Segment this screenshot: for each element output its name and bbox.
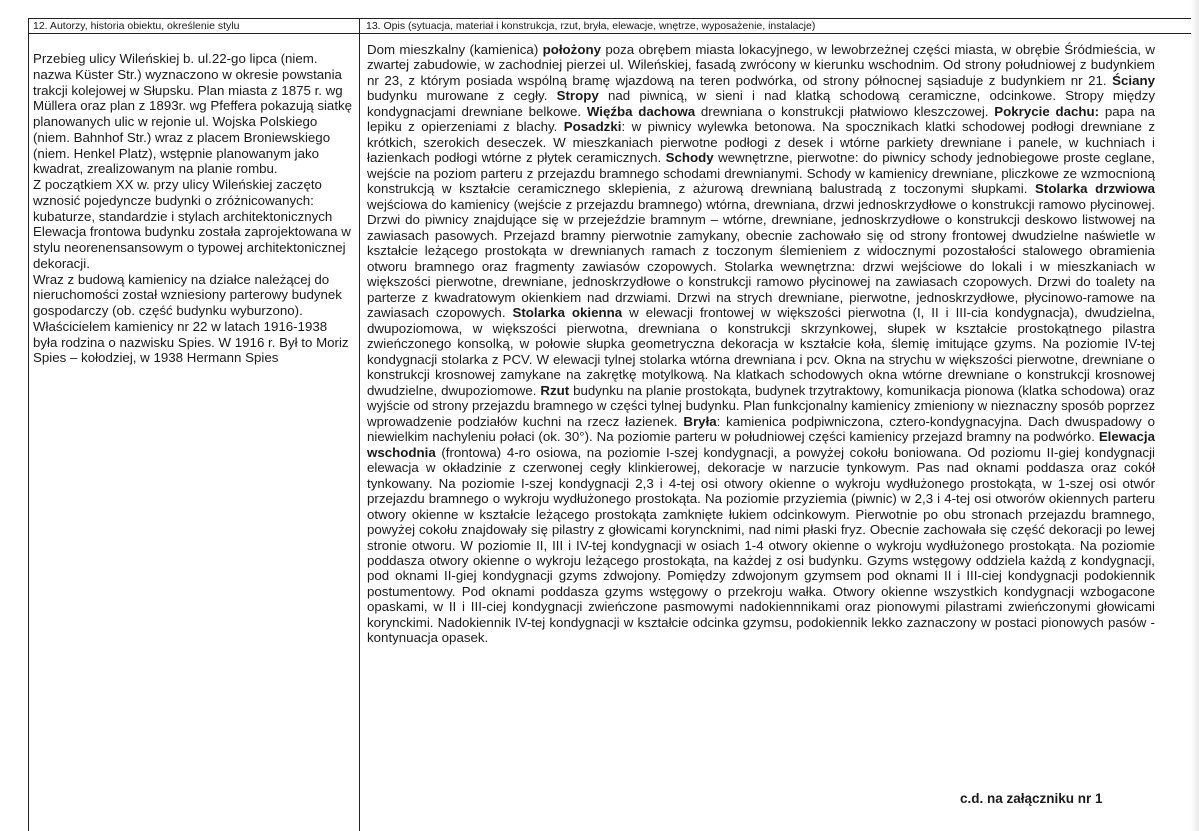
continuation-note: c.d. na załączniku nr 1: [960, 791, 1103, 806]
section-12-header: 12. Autorzy, historia obiektu, określenie stylu: [33, 20, 240, 32]
description-text: wewnętrzne, pierwotne: do piwnicy schody jednobiegowe proste ceglane, wejście na poziom parteru z przejazdu bramnego schodami drewnianymi. Schody w kamienicy drewniane, pliczkowe ze wzmocnioną konstrukcją w kształcie ceramicznego sklepienia, z ażurową drewnianą balustradą z toczonymi słupkami.: [367, 150, 1155, 197]
description-keyword: Bryła: [683, 413, 717, 429]
description-keyword: Posadzki: [563, 119, 622, 135]
description-text: drewniana o konstrukcji płatwiowo kleszczowej.: [695, 103, 995, 119]
description-column: [367, 42, 1155, 646]
description-keyword: położony: [542, 42, 601, 57]
description-text: wejściowa do kamienicy (wejście z przejazdu bramnego) wtórna, drewniana, drzwi jednoskrzydłowe o konstrukcji ramowo płycinowej. Drzwi do piwnicy znajdujące się w przejeździe bramnym – wtórne, drewniane, jednoskrzydłowe o konstrukcji deskowo listwowej na zawiasach pasowych. Przejazd bramny pierwotnie zamykany, obecnie zachowało się od strony frontowej dwudzielne naświetle w kształcie leżącego prostokąta w drewnianych ramach z toczonym ślemieniem z widocznymi pozostałości stalowego obramienia otworu bramnego oraz fragmenty zawiasów czopowych. Stolarka wewnętrzna: drzwi wejściowe do lokali i w mieszkaniach w większości pierwotne, drewniane, jednoskrzydłowe o konstrukcji ramowo płycinowej na zawiasach czopowych. Drzwi do toalety na parterze z kwadratowym okienkiem nad drzwiami. Drzwi na strych drewniane, pierwotne, jednoskrzydłowe, płycinowo-ramowe na zawiasach czopowych.: [367, 196, 1155, 321]
description-keyword: Stropy: [556, 88, 599, 104]
description-text: papa na lepiku z opierzeniami z blachy.: [367, 103, 1155, 135]
description-text: budynku na planie prostokąta, budynek trzytraktowy, komunikacja pionowa (klatka schodowa) oraz wyjście od strony przejazdu bramnego w części tylnej budynku. Plan funkcjonalny kamienicy zmieniony w nieznaczny sposób poprzez wprowadzenie podziałów kuchni na rzecz łazienek.: [367, 382, 1155, 429]
description-keyword: Stolarka drzwiowa: [1035, 181, 1155, 197]
description-keyword: Pokrycie dachu:: [994, 103, 1100, 119]
section-13-header: 13. Opis (sytuacja, materiał i konstrukcja, rzut, bryła, elewacje, wnętrze, wyposażenie, instalacje): [366, 20, 816, 32]
description-text: : w piwnicy wylewka betonowa. Na spocznikach klatki schodowej podłogi drewniane z krótkich, szerokich deseczek. W mieszkaniach pierwotne podłogi z desek i wtórne parkiety drewniane i panele, w kuchniach i łazienkach podłogi wtórne z płytek ceramicznych.: [367, 119, 1155, 166]
description-text: : kamienica podpiwniczona, cztero-kondygnacyjna. Dach dwuspadowy o niewielkim nachyleniu połaci (ok. 30°). Na poziomie parteru w południowej części kamienicy przejazd bramny na podwórko.: [367, 413, 1155, 445]
header-divider: [29, 33, 1198, 34]
description-text: Dom mieszkalny (kamienica): [367, 42, 543, 57]
description-keyword: Schody: [665, 150, 714, 166]
description-text: w elewacji frontowej w większości pierwotna (I, II i III-cia kondygnacja), dwudzielna, dwupoziomowa, w większości pierwotna, drewniana o konstrukcji skrzynkowej, słupek w kształcie prostokątnego pilastra zwieńczonego konsolką, w połowie słupka geometryczna dekoracja w kształcie koła, ślemię imitujące gzyms. Na poziomie IV-tej kondygnacji stolarka z PCV. W elewacji tylnej stolarka wtórna drewniana i pcv. Okna na strychu w większości pierwotne, drewniane o konstrukcji krosnowej zamykane na zakrętkę motylkową. Na klatkach schodowych okna wtórne drewniane o konstrukcji krosnowej dwudzielne, dwupoziomowe.: [367, 305, 1156, 398]
description-text: (frontowa) 4-ro osiowa, na poziomie I-szej kondygnacji, a powyżej cokołu boniowana. Od poziomu II-giej kondygnacji elewacja w okładzinie z czerwonej cegły klinkierowej, dekoracje w narzucie tynkowym. Pas nad oknami poddasza oraz cokół tynkowany. Na poziomie I-szej kondygnacji 2,3 i 4-tej osi otwory okienne o wykroju wydłużonego prostokąta, w 1-szej osi otwór przejazdu bramnego o wykroju wydłużonego prostokąta. Na poziomie przyziemia (piwnic) w 2,3 i 4-tej osi otworów okiennych parteru otwory okienne w kształcie leżącego prostokąta zamknięte łukiem odcinkowym. Pierwotnie po obu stronach przejazdu bramnego, powyżej cokołu znajdowały się pilastry z głowicami koryncknimi, nad nimi płaski fryz. Obecnie zachowała się część dekoracji po lewej stronie otworu. W poziomie II, III i IV-tej kondygnacji w osiach 1-4 otwory okienne o wykroju wydłużonego prostokąta. Na poziomie poddasza otwory okienne o wykroju leżącego prostokąta, na każdej z osi budynku. Gzyms wstęgowy oddziela każdą z kondygnacji, pod oknami II-giej kondygnacji gzyms zdwojony. Pomiędzy zdwojonym gzymsem pod oknami II i III-ciej kondygnacji podokiennik postumentowy. Pod oknami poddasza gzyms wstęgowy o przekroju wałka. Otwory okienne wszystkich kondygnacji wzbogacone opaskami, w II i III-ciej kondygnacji zwieńczone pasmowymi nadokiennnikami oraz pionowymi pilastrami zwieńczonymi głowicami korynckimi. Nadokiennik IV-tej kondygnacji w kształcie odcinka gzymsu, podokiennik lekko zaznaczony w postaci pionowych pasów - kontynuacja opasek.: [367, 444, 1155, 646]
description-text: budynku murowane z cegły.: [367, 88, 557, 104]
history-paragraph: Z początkiem XX w. przy ulicy Wileńskiej zaczęto wznosić pojedyncze budynki o zróżnicowanych: kubaturze, standardzie i stylach architektonicznych Elewacja frontowa budynku została zaprojektowana w stylu neorenensansowym o typowej architektonicznej dekoracji.: [33, 177, 351, 271]
history-paragraph: Wraz z budową kamienicy na działce należącej do nieruchomości został wzniesiony parterowy budynek gospodarczy (ob. część budynku wyburzono).: [33, 271, 342, 318]
history-paragraph: Właścicielem kamienicy nr 22 w latach 1916-1938 była rodzina o nazwisku Spies. W 1916 r. Był to Moriz Spies – kołodziej, w 1938 Hermann Spies: [33, 318, 349, 366]
history-column: [33, 51, 355, 366]
description-keyword: Stolarka okienna: [512, 305, 623, 321]
page-edge-shadow: [1191, 0, 1199, 831]
form-sheet: [28, 18, 1198, 831]
description-keyword: Elewacja wschodnia: [367, 429, 1155, 460]
description-keyword: Rzut: [540, 382, 570, 398]
history-paragraph: Przebieg ulicy Wileńskiej b. ul.22-go lipca (niem. nazwa Küster Str.) wyznaczono w okresie powstania trakcji kolejowej w Słupsku. Plan miasta z 1875 r. wg Müllera oraz plan z 1893r. wg Pfeffera pokazują siatkę planowanych ulic w rejonie ul. Wojska Polskiego (niem. Bahnhof Str.) wraz z placem Broniewskiego (niem. Henkel Platz), wstępnie planowanym jako kwadrat, zrealizowanym na planie rombu.: [33, 51, 353, 177]
description-text: poza obrębem miasta lokacyjnego, w lewobrzeżnej części miasta, w obrębie Śródmieścia, w zwartej zabudowie, w zachodniej pierzei ul. Wileńskiej, fasadą zwrócony w kierunku wschodnim. Od strony południowej z budynkiem nr 23, z którym posiada wspólną bramę wjazdową na teren podwórka, od strony północnej sąsiaduje z budynkiem nr 21.: [367, 42, 1155, 88]
description-keyword: Więźba dachowa: [586, 103, 696, 119]
description-text: nad piwnicą, w sieni i nad klatką schodową ceramiczne, odcinkowe. Stropy między kondygnacjami drewniane belkowe.: [367, 88, 1156, 119]
description-keyword: Ściany: [1112, 72, 1155, 88]
column-divider: [359, 19, 360, 831]
